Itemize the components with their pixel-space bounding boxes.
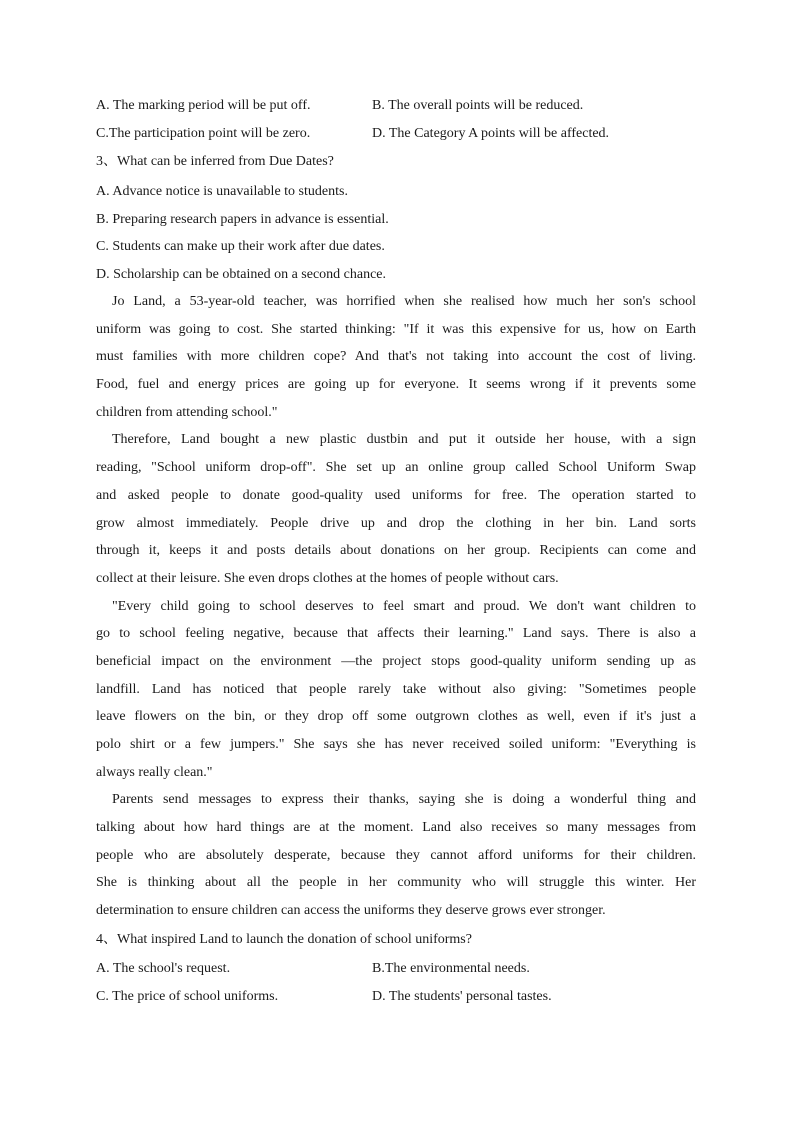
paragraph-line: grow almost immediately. People drive up and drop the clothing in her bin. Land sorts [96, 515, 696, 531]
q3-option-d: D. Scholarship can be obtained on a second chance. [96, 267, 387, 282]
q2-option-a: A. The marking period will be put off. [96, 98, 311, 113]
paragraph-line: through it, keeps it and posts details about donations on her group. Recipients can come and [96, 543, 696, 559]
paragraph-line: polo shirt or a few jumpers." She says she has never received soiled uniform: "Everything is [96, 737, 696, 752]
q2-option-c: C.The participation point will be zero. [96, 126, 311, 141]
paragraph-line: Jo Land, a 53-year-old teacher, was horrified when she realised how much her son's school [112, 294, 696, 309]
paragraph-line: Therefore, Land bought a new plastic dustbin and put it outside her house, with a sign [112, 432, 696, 448]
q4-option-d: D. The students' personal tastes. [372, 989, 552, 1004]
paragraph-line: landfill. Land has noticed that people rarely take without also giving: "Sometimes people [96, 681, 696, 697]
paragraph-line: uniform was going to cost. She started thinking: "If it was this expensive for us, how on Earth [96, 321, 696, 337]
paragraph-line: must families with more children cope? And that's not taking into account the cost of living. [96, 349, 696, 365]
paragraph-line: "Every child going to school deserves to feel smart and proud. We don't want children to [112, 598, 696, 614]
paragraph-line: people who are absolutely desperate, because they cannot afford uniforms for their children. [96, 847, 696, 863]
paragraph-line: She is thinking about all the people in her community who will struggle this winter. Her [96, 875, 696, 891]
paragraph-line: go to school feeling negative, because that affects their learning." Land says. There is also a [96, 626, 696, 642]
paragraph-line: and asked people to donate good-quality used uniforms for free. The operation started to [96, 487, 696, 503]
paragraph-line: collect at their leisure. She even drops clothes at the homes of people without cars. [96, 570, 559, 586]
paragraph-line: reading, "School uniform drop-off". She set up an online group called School Uniform Swap [96, 460, 696, 476]
paragraph-line: Food, fuel and energy prices are going up for everyone. It seems wrong if it prevents some [96, 377, 696, 393]
paragraph-line: determination to ensure children can access the uniforms they deserve grows ever stronger. [96, 903, 606, 919]
q3-option-c: C. Students can make up their work after due dates. [96, 239, 385, 254]
paragraph-4 [96, 786, 696, 924]
q4-option-a: A. The school's request. [96, 961, 231, 976]
paragraph-2 [96, 426, 696, 592]
paragraph-line: Parents send messages to express their thanks, saying she is doing a wonderful thing and [112, 792, 696, 808]
paragraph-line: leave flowers on the bin, or they drop off some outgrown clothes as well, even if it's just a [96, 709, 696, 725]
paragraph-line: talking about how hard things are at the moment. Land also receives so many messages from [96, 820, 696, 836]
paragraph-line: beneficial impact on the environment —the project stops good-quality uniform sending up as [96, 653, 696, 669]
q4-question: 4、What inspired Land to launch the donation of school uniforms? [96, 932, 472, 947]
paragraph-1 [96, 288, 696, 426]
q3-question: 3、What can be inferred from Due Dates? [96, 154, 334, 169]
q3-option-a: A. Advance notice is unavailable to students. [96, 184, 348, 199]
paragraph-line: children from attending school." [96, 404, 278, 420]
q2-option-b: B. The overall points will be reduced. [372, 98, 584, 113]
paragraph-3 [96, 593, 696, 787]
q2-option-d: D. The Category A points will be affected. [372, 126, 610, 141]
q3-option-b: B. Preparing research papers in advance is essential. [96, 212, 389, 227]
passage [96, 288, 696, 925]
paragraph-line: always really clean." [96, 764, 213, 780]
q4-option-b: B.The environmental needs. [372, 961, 530, 976]
q4-option-c: C. The price of school uniforms. [96, 989, 279, 1004]
